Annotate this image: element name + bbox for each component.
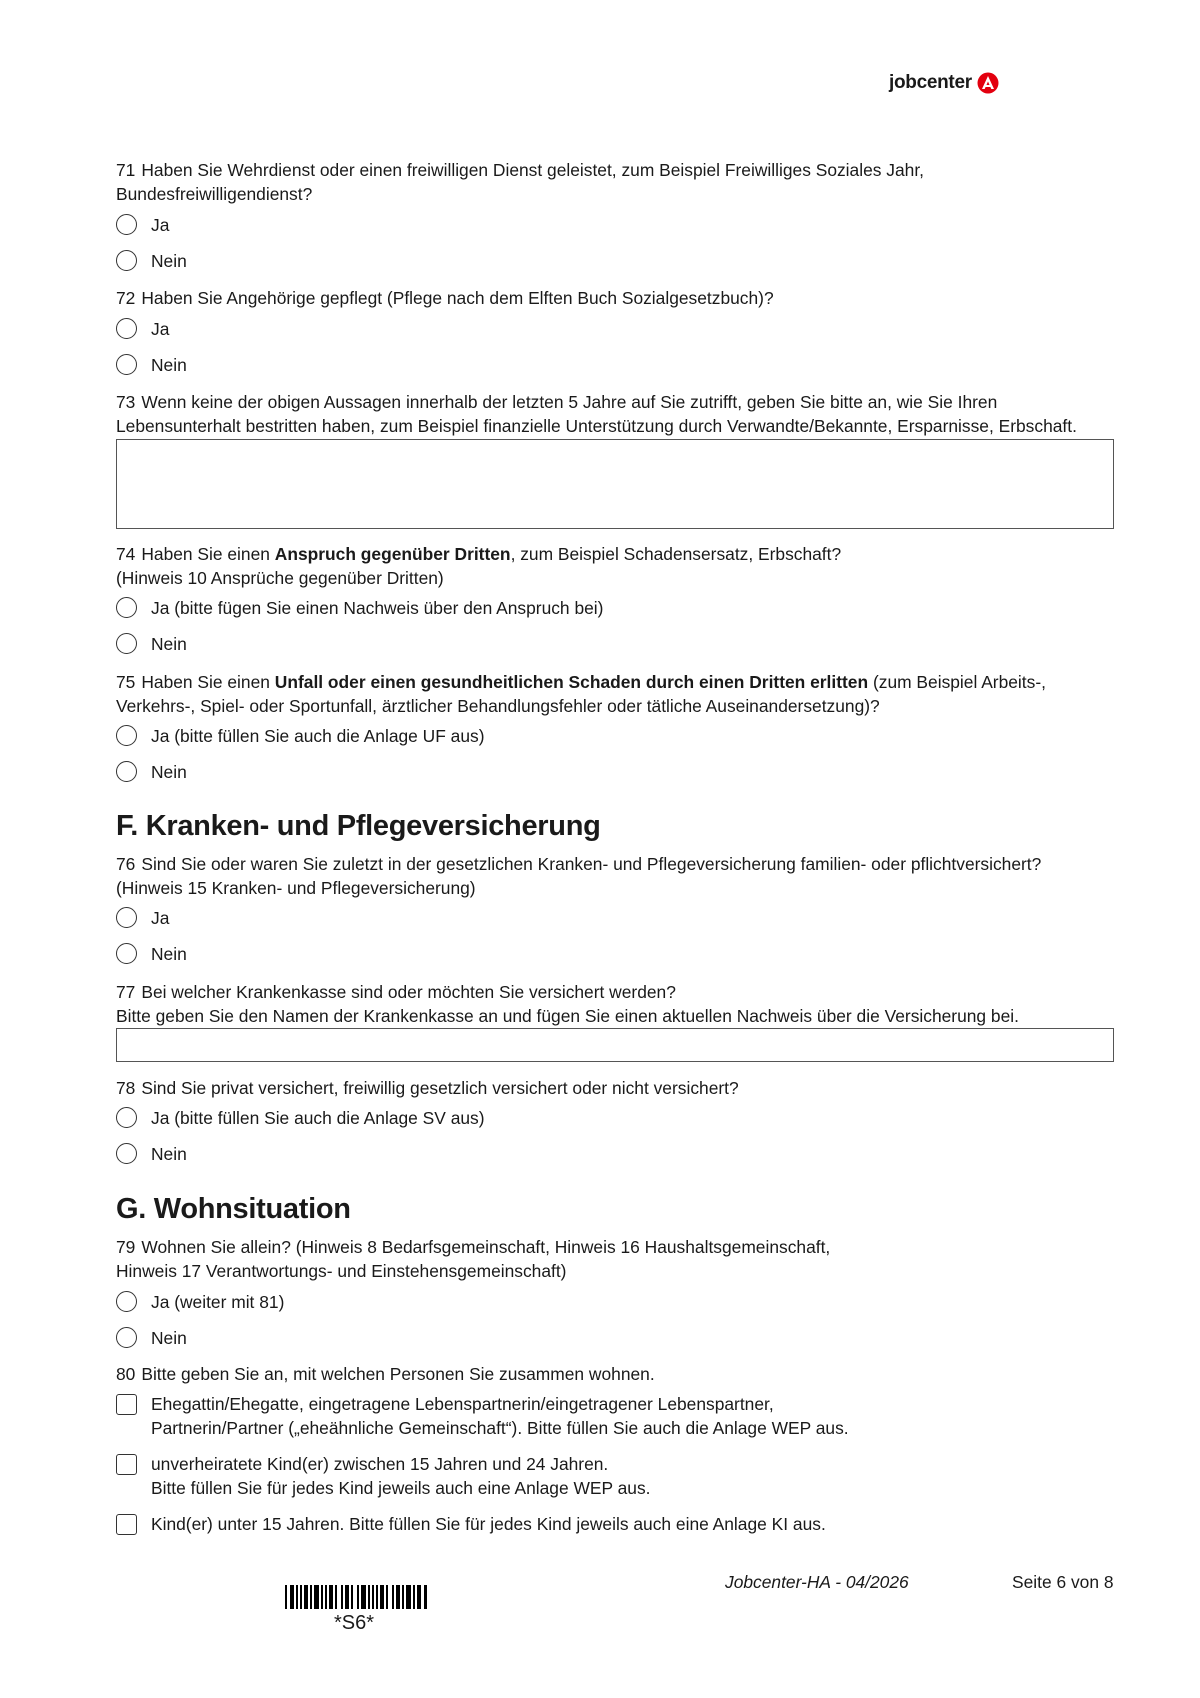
question-number: 72 bbox=[116, 288, 136, 308]
question-80 bbox=[116, 1362, 655, 1386]
radio-button[interactable] bbox=[116, 1107, 137, 1128]
question-text-continued: Lebensunterhalt bestritten haben, zum Beispiel finanzielle Unterstützung durch Verwandte/Bekannte, Ersparnisse, Erbschaft. bbox=[116, 416, 1077, 436]
option-label: Ja (bitte fügen Sie einen Nachweis über den Anspruch bei) bbox=[151, 598, 604, 618]
question-76 bbox=[116, 852, 1041, 900]
radio-button[interactable] bbox=[116, 907, 137, 928]
question-number: 78 bbox=[116, 1078, 136, 1098]
question-number: 73 bbox=[116, 392, 136, 412]
question-text: Bitte geben Sie an, mit welchen Personen Sie zusammen wohnen. bbox=[141, 1364, 655, 1384]
question-78 bbox=[116, 1076, 739, 1100]
question-number: 76 bbox=[116, 854, 136, 874]
q72-option-no[interactable] bbox=[116, 353, 187, 377]
question-74 bbox=[116, 542, 841, 590]
q80-option-children-under-15[interactable] bbox=[116, 1512, 826, 1536]
question-73 bbox=[116, 390, 1077, 438]
question-number: 80 bbox=[116, 1364, 136, 1384]
q75-option-yes[interactable] bbox=[116, 724, 485, 748]
question-number: 79 bbox=[116, 1237, 136, 1257]
q75-option-no[interactable] bbox=[116, 760, 187, 784]
question-text: Haben Sie einen bbox=[141, 544, 270, 564]
option-label: unverheiratete Kind(er) zwischen 15 Jahren und 24 Jahren. bbox=[151, 1454, 609, 1474]
question-number: 77 bbox=[116, 982, 136, 1002]
page-number: Seite 6 von 8 bbox=[1012, 1572, 1114, 1592]
radio-button[interactable] bbox=[116, 761, 137, 782]
option-label: Ja (bitte füllen Sie auch die Anlage SV aus) bbox=[151, 1108, 485, 1128]
q78-option-yes[interactable] bbox=[116, 1106, 485, 1130]
question-71 bbox=[116, 158, 924, 206]
radio-button[interactable] bbox=[116, 943, 137, 964]
question-text: Haben Sie Wehrdienst oder einen freiwilligen Dienst geleistet, zum Beispiel Freiwilliges Soziales Jahr, bbox=[141, 160, 924, 180]
question-text: Bei welcher Krankenkasse sind oder möchten Sie versichert werden? bbox=[141, 982, 676, 1002]
radio-button[interactable] bbox=[116, 354, 137, 375]
question-number: 74 bbox=[116, 544, 136, 564]
question-hint: (Hinweis 15 Kranken- und Pflegeversicherung) bbox=[116, 878, 476, 898]
q71-option-yes[interactable] bbox=[116, 213, 169, 237]
form-code: Jobcenter-HA - 04/2026 bbox=[725, 1572, 909, 1592]
q80-option-children-15-24[interactable] bbox=[116, 1452, 650, 1500]
q79-option-no[interactable] bbox=[116, 1326, 187, 1350]
question-hint: (Hinweis 10 Ansprüche gegenüber Dritten) bbox=[116, 568, 444, 588]
radio-button[interactable] bbox=[116, 1143, 137, 1164]
section-heading-g: G. Wohnsituation bbox=[116, 1193, 351, 1225]
q77-health-insurance-input[interactable] bbox=[116, 1028, 1114, 1062]
option-label: Ja (weiter mit 81) bbox=[151, 1292, 285, 1312]
question-text: Haben Sie Angehörige gepflegt (Pflege nach dem Elften Buch Sozialgesetzbuch)? bbox=[141, 288, 774, 308]
radio-button[interactable] bbox=[116, 633, 137, 654]
checkbox[interactable] bbox=[116, 1454, 137, 1475]
question-79 bbox=[116, 1235, 830, 1283]
question-77 bbox=[116, 980, 1019, 1028]
option-label: Nein bbox=[151, 1328, 187, 1348]
radio-button[interactable] bbox=[116, 597, 137, 618]
radio-button[interactable] bbox=[116, 318, 137, 339]
question-72 bbox=[116, 286, 774, 310]
option-label: Nein bbox=[151, 251, 187, 271]
checkbox[interactable] bbox=[116, 1514, 137, 1535]
option-label: Ja bbox=[151, 319, 170, 339]
option-label: Nein bbox=[151, 944, 187, 964]
option-label-continued: Partnerin/Partner („eheähnliche Gemeinschaft“). Bitte füllen Sie auch die Anlage WEP aus. bbox=[151, 1418, 849, 1438]
question-text-continued: Verkehrs-, Spiel- oder Sportunfall, ärztlicher Behandlungsfehler oder tätliche Auseinandersetzung)? bbox=[116, 696, 880, 716]
question-text: Wohnen Sie allein? (Hinweis 8 Bedarfsgemeinschaft, Hinweis 16 Haushaltsgemeinschaft, bbox=[141, 1237, 831, 1257]
option-label-continued: Bitte füllen Sie für jedes Kind jeweils auch eine Anlage WEP aus. bbox=[151, 1478, 651, 1498]
radio-button[interactable] bbox=[116, 1327, 137, 1348]
question-text-continued: Bundesfreiwilligendienst? bbox=[116, 184, 313, 204]
barcode-text: *S6* bbox=[334, 1612, 375, 1634]
section-heading-f: F. Kranken- und Pflegeversicherung bbox=[116, 810, 601, 842]
logo-text: jobcenter bbox=[889, 72, 972, 93]
option-label: Ehegattin/Ehegatte, eingetragene Lebenspartnerin/eingetragener Lebenspartner, bbox=[151, 1394, 774, 1414]
option-label: Nein bbox=[151, 1144, 187, 1164]
radio-button[interactable] bbox=[116, 1291, 137, 1312]
option-label: Nein bbox=[151, 634, 187, 654]
q71-option-no[interactable] bbox=[116, 249, 187, 273]
q76-option-yes[interactable] bbox=[116, 906, 169, 930]
question-text: Haben Sie einen bbox=[141, 672, 270, 692]
option-label: Ja bbox=[151, 908, 170, 928]
question-text-continued: Bitte geben Sie den Namen der Krankenkasse an und fügen Sie einen aktuellen Nachweis über die Versicherung bei. bbox=[116, 1006, 1019, 1026]
question-number: 71 bbox=[116, 160, 136, 180]
option-label: Kind(er) unter 15 Jahren. Bitte füllen Sie für jedes Kind jeweils auch eine Anlage KI aus. bbox=[151, 1514, 826, 1534]
arbeitsagentur-a-icon bbox=[977, 72, 999, 94]
option-label: Ja (bitte füllen Sie auch die Anlage UF aus) bbox=[151, 726, 485, 746]
option-label: Nein bbox=[151, 762, 187, 782]
option-label: Nein bbox=[151, 355, 187, 375]
q73-answer-textarea[interactable] bbox=[116, 439, 1114, 529]
radio-button[interactable] bbox=[116, 250, 137, 271]
jobcenter-logo bbox=[889, 72, 999, 94]
q74-option-no[interactable] bbox=[116, 632, 187, 656]
option-label: Ja bbox=[151, 215, 170, 235]
question-text: Sind Sie privat versichert, freiwillig gesetzlich versichert oder nicht versichert? bbox=[141, 1078, 739, 1098]
question-text: Sind Sie oder waren Sie zuletzt in der gesetzlichen Kranken- und Pflegeversicherung familien- oder pflichtversichert? bbox=[141, 854, 1042, 874]
q79-option-yes[interactable] bbox=[116, 1290, 284, 1314]
question-text-bold: Anspruch gegenüber Dritten bbox=[274, 544, 511, 564]
question-text-tail: , zum Beispiel Schadensersatz, Erbschaft? bbox=[510, 544, 842, 564]
question-text-tail: (zum Beispiel Arbeits-, bbox=[872, 672, 1046, 692]
checkbox[interactable] bbox=[116, 1394, 137, 1415]
question-text-continued: Hinweis 17 Verantwortungs- und Einstehensgemeinschaft) bbox=[116, 1261, 567, 1281]
question-75 bbox=[116, 670, 1046, 718]
barcode-icon bbox=[285, 1585, 427, 1609]
q74-option-yes[interactable] bbox=[116, 596, 603, 620]
q72-option-yes[interactable] bbox=[116, 317, 169, 341]
q80-option-partner[interactable] bbox=[116, 1392, 849, 1440]
question-text: Wenn keine der obigen Aussagen innerhalb der letzten 5 Jahre auf Sie zutrifft, geben Sie bitte an, wie Sie Ihren bbox=[141, 392, 998, 412]
radio-button[interactable] bbox=[116, 725, 137, 746]
question-number: 75 bbox=[116, 672, 136, 692]
radio-button[interactable] bbox=[116, 214, 137, 235]
q78-option-no[interactable] bbox=[116, 1142, 187, 1166]
q76-option-no[interactable] bbox=[116, 942, 187, 966]
question-text-bold: Unfall oder einen gesundheitlichen Schaden durch einen Dritten erlitten bbox=[274, 672, 869, 692]
